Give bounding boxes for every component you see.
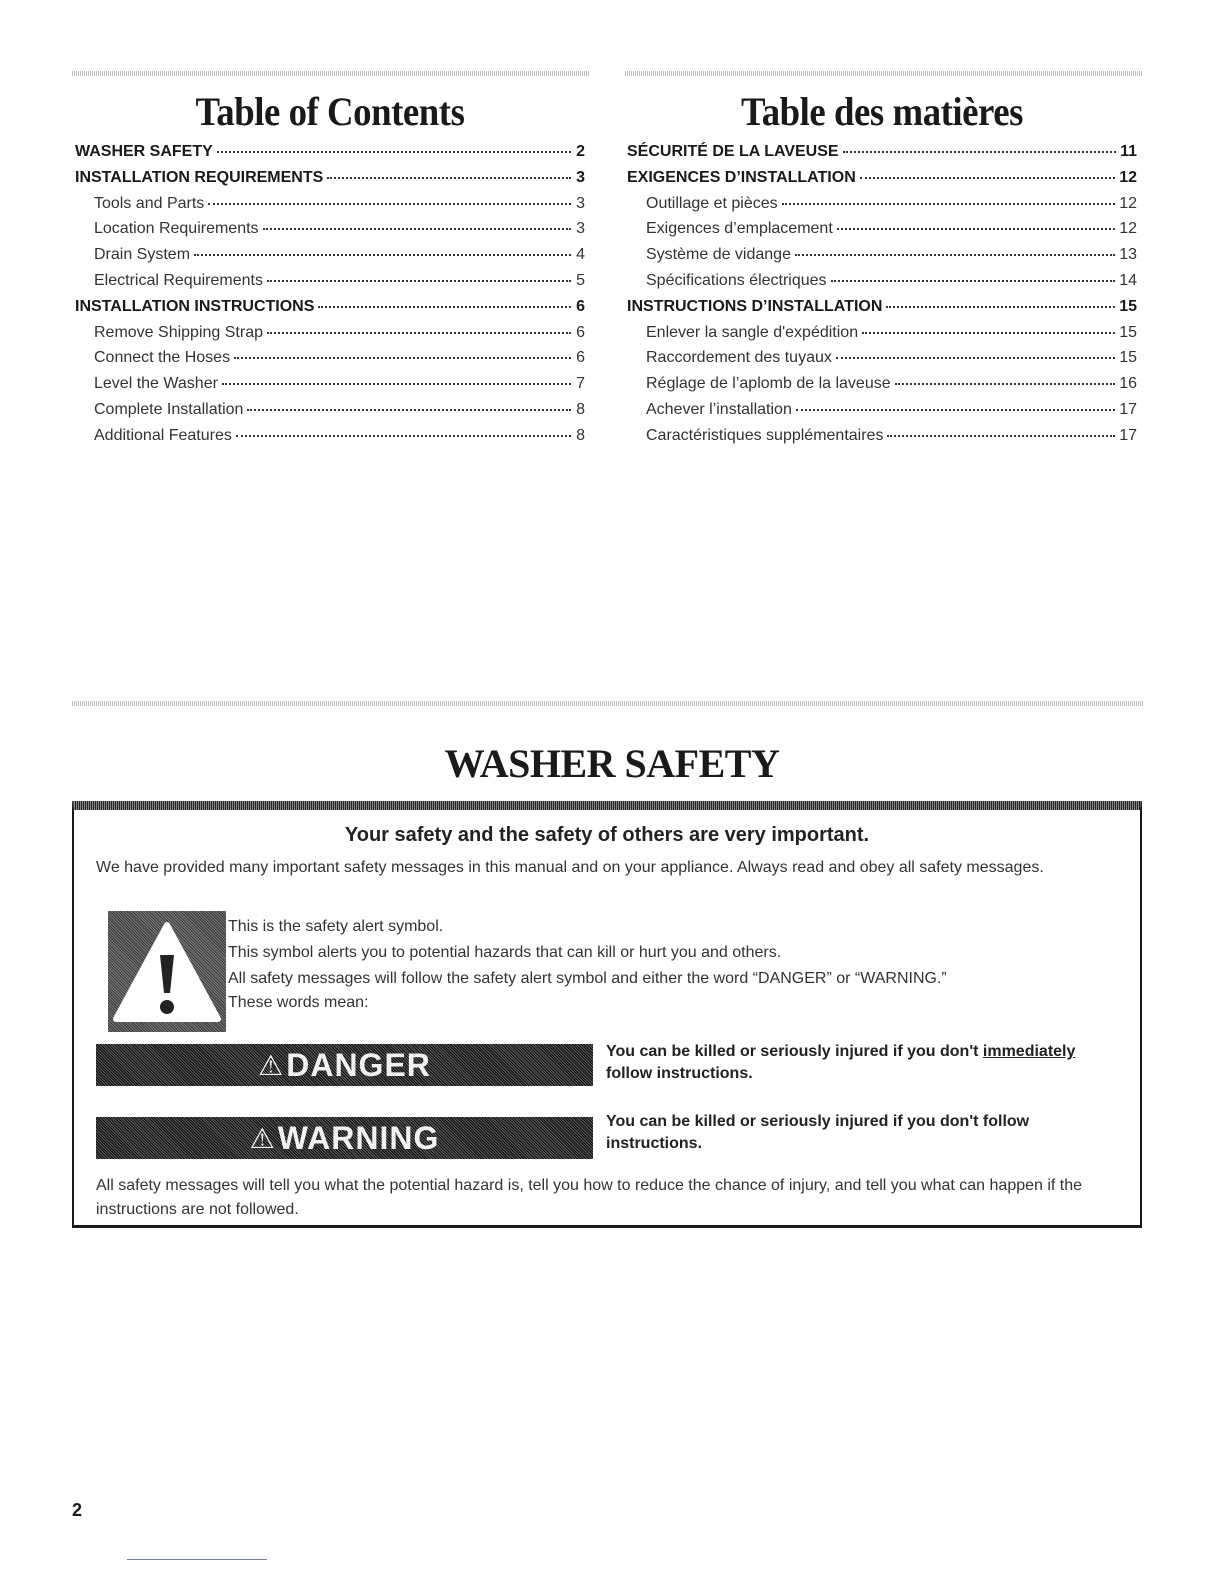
toc-entry[interactable] xyxy=(75,427,585,453)
toc-entry-label: Enlever la sangle d'expédition xyxy=(646,323,859,341)
toc-entry[interactable] xyxy=(627,169,1137,195)
toc-entry-page: 3 xyxy=(576,220,585,238)
toc-entry-label: Location Requirements xyxy=(94,220,259,238)
toc-entry-label: Remove Shipping Strap xyxy=(94,323,263,341)
toc-entry-page: 8 xyxy=(576,400,585,418)
toc-entry-label: INSTALLATION REQUIREMENTS xyxy=(75,168,324,186)
toc-french xyxy=(627,88,1137,453)
toc-dot-leader xyxy=(247,409,571,411)
toc-entry-page: 17 xyxy=(1119,400,1137,418)
toc-entry[interactable] xyxy=(75,143,585,169)
toc-entry-page: 15 xyxy=(1119,323,1137,341)
safety-rule xyxy=(72,701,1143,706)
toc-entry-label: INSTALLATION INSTRUCTIONS xyxy=(75,297,315,315)
toc-english xyxy=(75,88,585,453)
toc-entry[interactable] xyxy=(75,375,585,401)
toc-dot-leader xyxy=(831,280,1116,282)
top-rule-right xyxy=(625,71,1143,76)
toc-entry-page: 15 xyxy=(1119,297,1137,315)
toc-dot-leader xyxy=(234,357,571,359)
toc-entry-page: 15 xyxy=(1119,349,1137,367)
toc-entry[interactable] xyxy=(75,298,585,324)
toc-dot-leader xyxy=(862,332,1115,334)
toc-english-list xyxy=(75,143,585,453)
toc-entry-label: SÉCURITÉ DE LA LAVEUSE xyxy=(627,143,839,160)
warning-bar xyxy=(96,1117,593,1159)
toc-entry[interactable] xyxy=(627,401,1137,427)
toc-dot-leader xyxy=(236,435,571,437)
danger-alert-icon: ⚠ xyxy=(258,1049,285,1081)
toc-entry[interactable] xyxy=(627,349,1137,375)
toc-entry[interactable] xyxy=(75,401,585,427)
toc-entry-page: 8 xyxy=(576,426,585,444)
toc-dot-leader xyxy=(886,306,1115,308)
toc-entry-page: 3 xyxy=(576,168,585,186)
toc-entry-page: 2 xyxy=(576,143,585,160)
toc-entry[interactable] xyxy=(627,143,1137,169)
toc-entry-page: 4 xyxy=(576,246,585,264)
toc-dot-leader xyxy=(860,177,1115,179)
toc-entry-label: Level the Washer xyxy=(94,375,218,393)
toc-entry-label: Drain System xyxy=(94,246,191,264)
toc-entry-page: 6 xyxy=(576,297,585,315)
toc-entry-label: Raccordement des tuyaux xyxy=(646,349,832,367)
warning-description: You can be killed or seriously injured if you don't follow instructions. xyxy=(606,1113,1030,1152)
toc-dot-leader xyxy=(795,254,1115,256)
toc-entry[interactable] xyxy=(627,298,1137,324)
symbol-line-2: This symbol alerts you to potential hazards that can kill or hurt you and others. xyxy=(228,944,782,961)
toc-dot-leader xyxy=(887,435,1115,437)
danger-text-emphasis: immediately xyxy=(982,1043,1076,1060)
toc-entry[interactable] xyxy=(627,195,1137,221)
toc-entry-label: Caractéristiques supplémentaires xyxy=(646,426,884,444)
toc-entry-label: Réglage de l’aplomb de la laveuse xyxy=(646,375,891,393)
toc-entry-page: 14 xyxy=(1119,271,1137,289)
toc-dot-leader xyxy=(222,383,571,385)
toc-entry-label: Additional Features xyxy=(94,426,232,444)
bottom-link-rule xyxy=(127,1559,267,1560)
toc-dot-leader xyxy=(318,306,571,308)
toc-entry-label: Connect the Hoses xyxy=(94,349,231,367)
toc-entry-label: Electrical Requirements xyxy=(94,271,263,289)
toc-entry[interactable] xyxy=(627,324,1137,350)
toc-dot-leader xyxy=(263,228,571,230)
toc-entry[interactable] xyxy=(75,169,585,195)
safety-alert-symbol-icon xyxy=(108,911,226,1032)
toc-entry-label: INSTRUCTIONS D’INSTALLATION xyxy=(627,297,883,315)
toc-entry-label: Complete Installation xyxy=(94,400,244,418)
toc-entry[interactable] xyxy=(75,246,585,272)
toc-dot-leader xyxy=(837,228,1115,230)
toc-entry-label: WASHER SAFETY xyxy=(75,143,213,160)
toc-entry[interactable] xyxy=(627,375,1137,401)
symbol-line-4: These words mean: xyxy=(228,994,369,1011)
safety-heading: Your safety and the safety of others are very important. xyxy=(344,824,870,846)
toc-entry-label: Outillage et pièces xyxy=(646,194,778,212)
toc-entry-label: Tools and Parts xyxy=(94,194,205,212)
warning-label: WARNING xyxy=(277,1119,440,1156)
toc-dot-leader xyxy=(217,151,571,153)
toc-entry-label: EXIGENCES D’INSTALLATION xyxy=(627,168,856,186)
toc-dot-leader xyxy=(267,280,571,282)
top-rule-left xyxy=(72,71,589,76)
safety-intro: We have provided many important safety messages in this manual and on your appliance. Always read and obey all safety messages. xyxy=(96,859,1044,876)
toc-entry-label: Système de vidange xyxy=(646,246,791,264)
safety-title: WASHER SAFETY xyxy=(444,741,780,786)
page-number: 2 xyxy=(72,1500,83,1520)
toc-french-title: Table des matières xyxy=(740,89,1024,134)
toc-entry-page: 12 xyxy=(1119,168,1137,186)
toc-entry[interactable] xyxy=(75,272,585,298)
symbol-line-1: This is the safety alert symbol. xyxy=(228,918,444,935)
toc-entry[interactable] xyxy=(627,246,1137,272)
toc-dot-leader xyxy=(267,332,571,334)
toc-entry-page: 12 xyxy=(1119,194,1137,212)
toc-entry-label: Spécifications électriques xyxy=(646,271,827,289)
toc-dot-leader xyxy=(208,203,571,205)
toc-entry[interactable] xyxy=(627,272,1137,298)
toc-entry-page: 6 xyxy=(576,323,585,341)
toc-entry[interactable] xyxy=(75,324,585,350)
toc-french-list xyxy=(627,143,1137,453)
danger-label: DANGER xyxy=(286,1046,431,1083)
toc-entry[interactable] xyxy=(627,427,1137,453)
toc-entry-page: 12 xyxy=(1119,220,1137,238)
toc-dot-leader xyxy=(782,203,1116,205)
toc-english-title: Table of Contents xyxy=(195,89,465,134)
toc-entry-page: 6 xyxy=(576,349,585,367)
toc-entry-page: 3 xyxy=(576,194,585,212)
toc-entry[interactable] xyxy=(75,220,585,246)
toc-dot-leader xyxy=(327,177,571,179)
safety-outro: All safety messages will tell you what the potential hazard is, tell you how to reduce the chance of injury, and tell you what can happen if the instructions are not followed. xyxy=(96,1177,1083,1218)
safety-box xyxy=(72,801,1142,1228)
toc-entry[interactable] xyxy=(627,220,1137,246)
toc-entry-label: Achever l’installation xyxy=(646,400,792,418)
toc-entry-label: Exigences d’emplacement xyxy=(646,220,833,238)
toc-dot-leader xyxy=(843,151,1117,153)
toc-entry-page: 11 xyxy=(1120,143,1137,160)
symbol-explanation xyxy=(228,914,1108,1014)
warning-alert-icon: ⚠ xyxy=(249,1122,276,1154)
toc-entry-page: 17 xyxy=(1119,426,1137,444)
danger-description xyxy=(606,1041,1126,1085)
toc-entry-page: 16 xyxy=(1119,375,1137,393)
toc-entry-page: 13 xyxy=(1119,246,1137,264)
toc-entry-page: 5 xyxy=(576,271,585,289)
danger-text-end: follow instructions. xyxy=(606,1065,753,1082)
toc-entry[interactable] xyxy=(75,195,585,221)
toc-dot-leader xyxy=(194,254,571,256)
danger-bar xyxy=(96,1044,593,1086)
toc-dot-leader xyxy=(895,383,1116,385)
toc-entry-page: 7 xyxy=(576,375,585,393)
toc-dot-leader xyxy=(836,357,1115,359)
danger-text: You can be killed or seriously injured if you don't xyxy=(606,1043,983,1060)
toc-entry[interactable] xyxy=(75,349,585,375)
symbol-line-3: All safety messages will follow the safety alert symbol and either the word “DANGER” or “WARNING.” xyxy=(228,970,947,987)
toc-dot-leader xyxy=(796,409,1115,411)
